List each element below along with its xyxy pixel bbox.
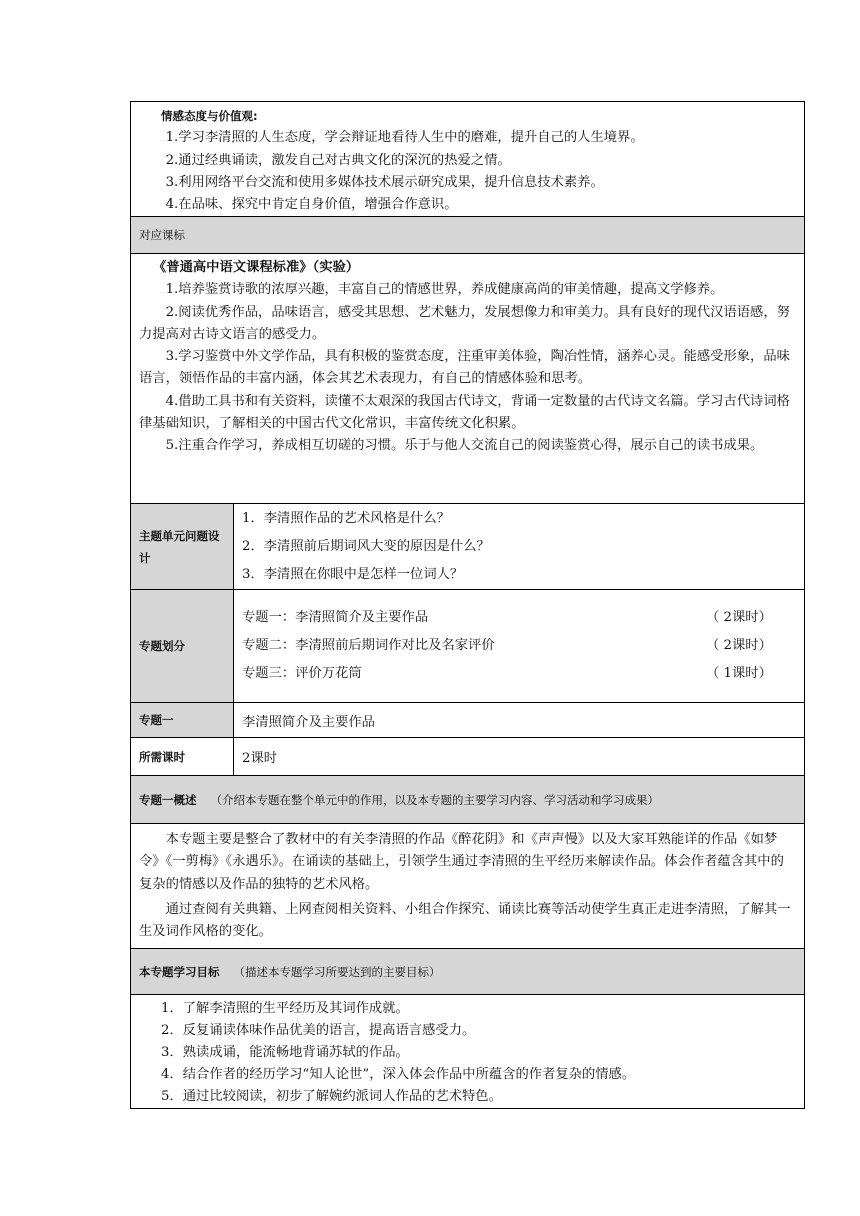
- questions-list: [234, 504, 804, 589]
- questions-label: 主题单元问题设计: [131, 504, 234, 589]
- topic-name: 专题二：李清照前后期词作对比及名家评价: [242, 638, 495, 653]
- overview-paragraph: 通过查阅有关典籍、上网查阅相关资料、小组合作探究、诵读比赛等活动使学生真正走进李清照，了解其一生及词作风格的变化。: [139, 901, 791, 940]
- topics-label: 专题划分: [131, 590, 234, 702]
- standards-item: 1.培养鉴赏诗歌的浓厚兴趣，丰富自己的情感世界，养成健康高尚的审美情趣，提高文学修养。: [165, 282, 724, 298]
- topic-name: 专题一：李清照简介及主要作品: [242, 610, 429, 625]
- overview-label: 专题一概述: [139, 792, 197, 807]
- goals-note: （描述本专题学习所要达到的主要目标）: [233, 964, 441, 979]
- standards-label: 对应课标: [139, 228, 185, 242]
- standards-section: [131, 254, 804, 504]
- overview-note: （介绍本专题在整个单元中的作用，以及本专题的主要学习内容、学习活动和学习成果）: [210, 792, 659, 807]
- topic-one-value: 李清照简介及主要作品: [242, 714, 375, 730]
- goal-item: 1．了解李清照的生平经历及其词作成就。: [161, 1001, 409, 1016]
- overview-header: [131, 776, 804, 824]
- topic-line: [242, 632, 796, 660]
- standards-label-row: [131, 217, 804, 254]
- goal-item: 2．反复诵读体味作品优美的语言，提高语言感受力。: [161, 1023, 476, 1038]
- goal-item: 5．通过比较阅读，初步了解婉约派词人作品的艺术特色。: [161, 1089, 502, 1104]
- topic-one-row: [131, 703, 804, 738]
- topic-hours: （ 2课时）: [706, 638, 772, 653]
- attitude-item: 2.通过经典诵读，激发自己对古典文化的深沉的热爱之情。: [165, 152, 511, 168]
- hours-row: [131, 738, 804, 776]
- overview-paragraph: 本专题主要是整合了教材中的有关李清照的作品《醉花阴》和《声声慢》以及大家耳熟能详的作品《如梦令》《一剪梅》《永遇乐》。在诵读的基础上，引领学生通过李清照的生平经历来解读作品。体会作者蕴含其中的复杂的情感以及作品的独特的艺术风格。: [139, 832, 784, 892]
- hours-label: 所需课时: [131, 738, 234, 775]
- topic-line: [242, 660, 796, 688]
- topic-line: [242, 604, 796, 632]
- questions-row: [131, 504, 804, 590]
- standards-item: 2.阅读优秀作品，品味语言，感受其思想、艺术魅力，发展想像力和审美力。具有良好的现代汉语语感，努力提高对古诗文语言的感受力。: [139, 304, 790, 342]
- topic-hours: （ 1课时）: [706, 666, 772, 681]
- attitude-section: [131, 102, 804, 217]
- standards-title: 《普通高中语文课程标准》（实验）: [153, 260, 360, 275]
- question-item: 3．李清照在你眼中是怎样一位词人？: [242, 566, 464, 582]
- topic-hours: （ 2课时）: [706, 610, 772, 625]
- goals-header: [131, 949, 804, 995]
- topic-name: 专题三：评价万花筒: [242, 666, 362, 681]
- goals-label: 本专题学习目标: [139, 964, 220, 979]
- attitude-item: 1.学习李清照的人生态度，学会辩证地看待人生中的磨难，提升自己的人生境界。: [165, 130, 644, 146]
- goal-item: 3．熟读成诵，能流畅地背诵苏轼的作品。: [161, 1045, 409, 1060]
- goal-item: 4．结合作者的经历学习“知人论世”，深入体会作品中所蕴含的作者复杂的情感。: [161, 1067, 636, 1082]
- attitude-item: 4.在品味、探究中肯定自身价值，增强合作意识。: [165, 197, 458, 213]
- lesson-plan-table: [130, 101, 805, 1109]
- question-item: 1．李清照作品的艺术风格是什么？: [242, 510, 450, 526]
- question-item: 2．李清照前后期词风大变的原因是什么？: [242, 538, 490, 554]
- standards-item: 3.学习鉴赏中外文学作品，具有积极的鉴赏态度，注重审美体验，陶冶性情，涵养心灵。能感受形象，品味语言，领悟作品的丰富内涵，体会其艺术表现力，有自己的情感体验和思考。: [139, 349, 790, 387]
- standards-item: 5.注重合作学习，养成相互切磋的习惯。乐于与他人交流自己的阅读鉴赏心得，展示自己的读书成果。: [165, 438, 764, 454]
- standards-item: 4.借助工具书和有关资料，读懂不太艰深的我国古代诗文，背诵一定数量的古代诗文名篇。学习古代诗词格律基础知识，了解相关的中国古代文化常识，丰富传统文化积累。: [139, 393, 790, 432]
- hours-value: 2课时: [242, 751, 278, 766]
- goals-section: [131, 995, 804, 1108]
- attitude-heading: 情感态度与价值观:: [161, 109, 258, 123]
- topics-list: [234, 590, 804, 702]
- overview-section: [131, 824, 804, 949]
- topic-one-label: 专题一: [131, 703, 234, 737]
- attitude-item: 3.利用网络平台交流和使用多媒体技术展示研究成果，提升信息技术素养。: [165, 174, 604, 190]
- topics-row: [131, 590, 804, 703]
